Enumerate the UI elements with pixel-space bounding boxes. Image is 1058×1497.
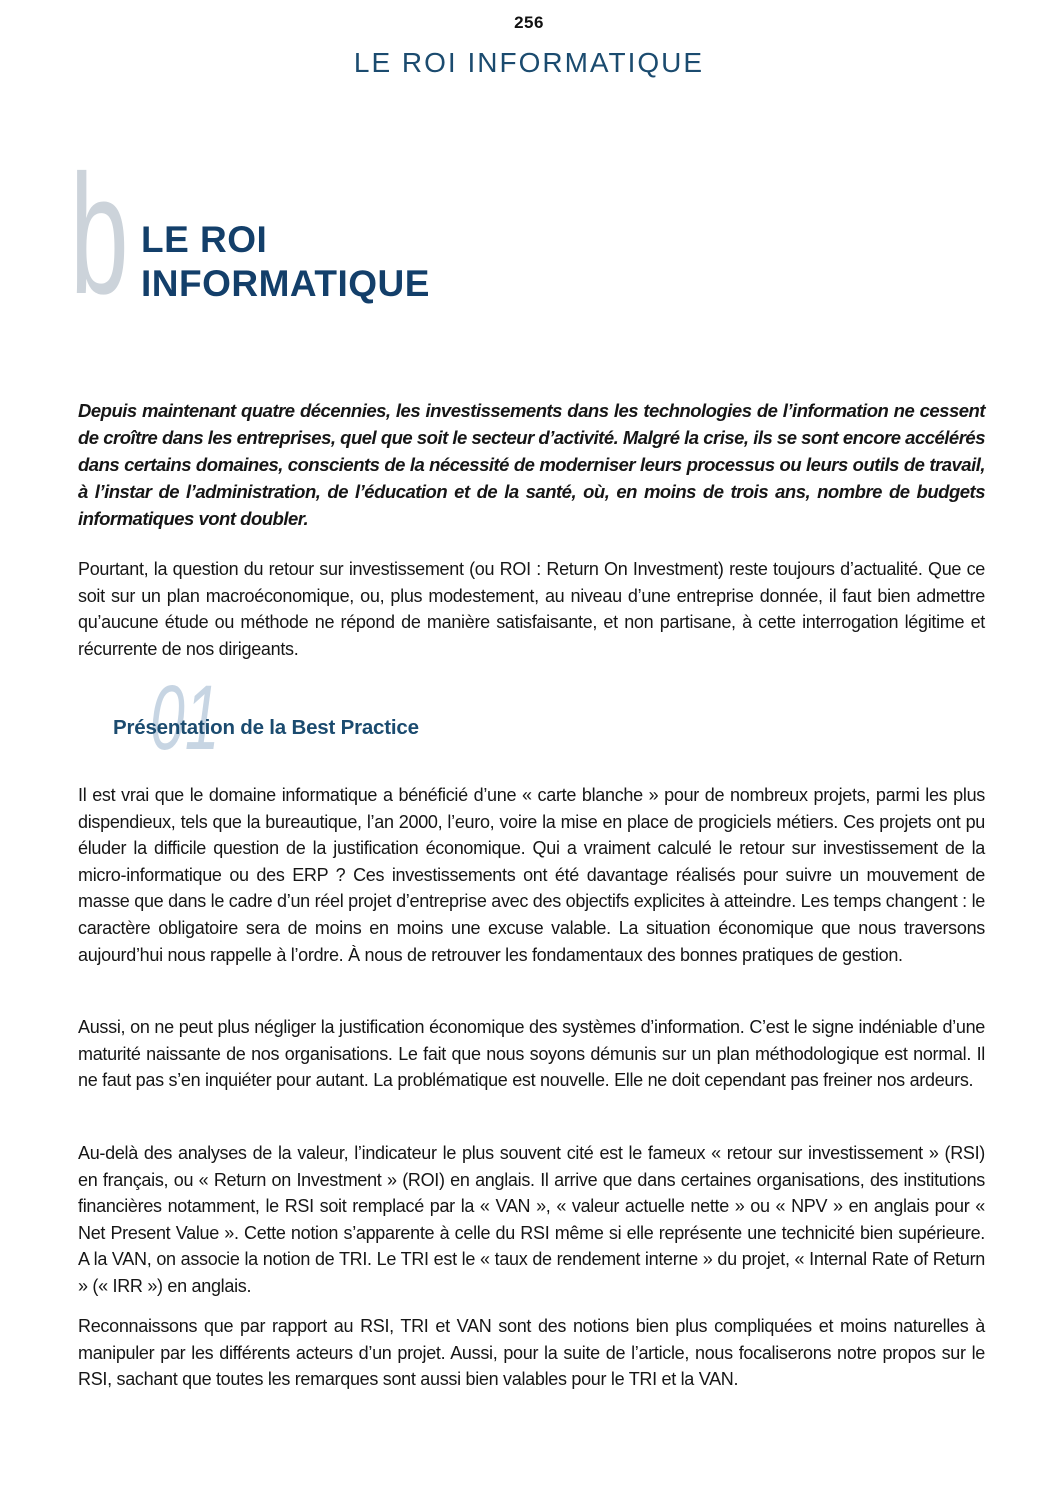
- paragraph-reconnaissons: Reconnaissons que par rapport au RSI, TRI et VAN sont des notions bien plus compliquées et moins naturelles à manipuler par les différents acteurs d’un projet. Aussi, pour la suite de l’article, nous focaliserons notre propos sur le RSI, sachant que toutes les remarques sont aussi bien valables pour le TRI et la VAN.: [78, 1316, 985, 1390]
- section-number-watermark: 01: [150, 667, 220, 769]
- section-heading: Présentation de la Best Practice: [113, 716, 419, 739]
- chapter-title-line2: INFORMATIQUE: [141, 263, 430, 304]
- paragraph-aussi: Aussi, on ne peut plus négliger la justification économique des systèmes d’information. C’est le signe indéniable d’une maturité naissante de nos organisations. Le fait que nous soyons démunis sur un plan méthodologique est normal. Il ne faut pas s’en inquiéter pour autant. La problématique est nouvelle. Elle ne doit cependant pas freiner nos ardeurs.: [78, 1017, 985, 1091]
- chapter-title: [141, 218, 430, 306]
- page-number: 256: [514, 13, 544, 32]
- chapter-letter-watermark: b: [70, 140, 129, 330]
- paragraph-il-est-vrai: Il est vrai que le domaine informatique a bénéficié d’une « carte blanche » pour de nombreux projets, parmi les plus dispendieux, tels que la bureautique, l’an 2000, l’euro, voire la mise en place de progiciels métiers. Ces projets ont pu éluder la difficile question de la justification économique. Qui a vraiment calculé le retour sur investissement de la micro-informatique ou des ERP ? Ces investissements ont été davantage réalisés pour suivre un mouvement de masse que dans le cadre d’un réel projet d’entreprise avec des objectifs explicites à atteindre. Les temps changent : le caractère obligatoire sera de moins en moins une excuse valable. La situation économique que nous traversons aujourd’hui nous rappelle à l’ordre. À nous de retrouver les fondamentaux des bonnes pratiques de gestion.: [78, 785, 985, 965]
- running-header: LE ROI INFORMATIQUE: [353, 47, 705, 78]
- intro-paragraph: Depuis maintenant quatre décennies, les investissements dans les technologies de l’information ne cessent de croître dans les entreprises, quel que soit le secteur d’activité. Malgré la crise, ils se sont encore accélérés dans certains domaines, conscients de la nécessité de moderniser leurs processus ou leurs outils de travail, à l’instar de l’administration, de l’éducation et de la santé, où, en moins de trois ans, nombre de budgets informatiques vont doubler.: [78, 400, 985, 529]
- chapter-title-line1: LE ROI: [141, 219, 268, 260]
- paragraph-au-dela: Au-delà des analyses de la valeur, l’indicateur le plus souvent cité est le fameux « retour sur investissement » (RSI) en français, ou « Return on Investment » (ROI) en anglais. Il arrive que dans certaines organisations, des institutions financières notamment, le RSI soit remplacé par la « VAN », « valeur actuelle nette » ou « NPV » en anglais pour « Net Present Value ». Cette notion s’apparente à celle du RSI même si elle représente une technicité bien supérieure. A la VAN, on associe la notion de TRI. Le TRI est le « taux de rendement interne » du projet, « Internal Rate of Return » (« IRR ») en anglais.: [78, 1143, 985, 1296]
- paragraph-pourtant: Pourtant, la question du retour sur investissement (ou ROI : Return On Investment) reste toujours d’actualité. Que ce soit sur un plan macroéconomique, ou, plus modestement, au niveau d’une entreprise donnée, il faut bien admettre qu’aucune étude ou méthode ne répond de manière satisfaisante, et non partisane, à cette interrogation légitime et récurrente de nos dirigeants.: [78, 559, 985, 659]
